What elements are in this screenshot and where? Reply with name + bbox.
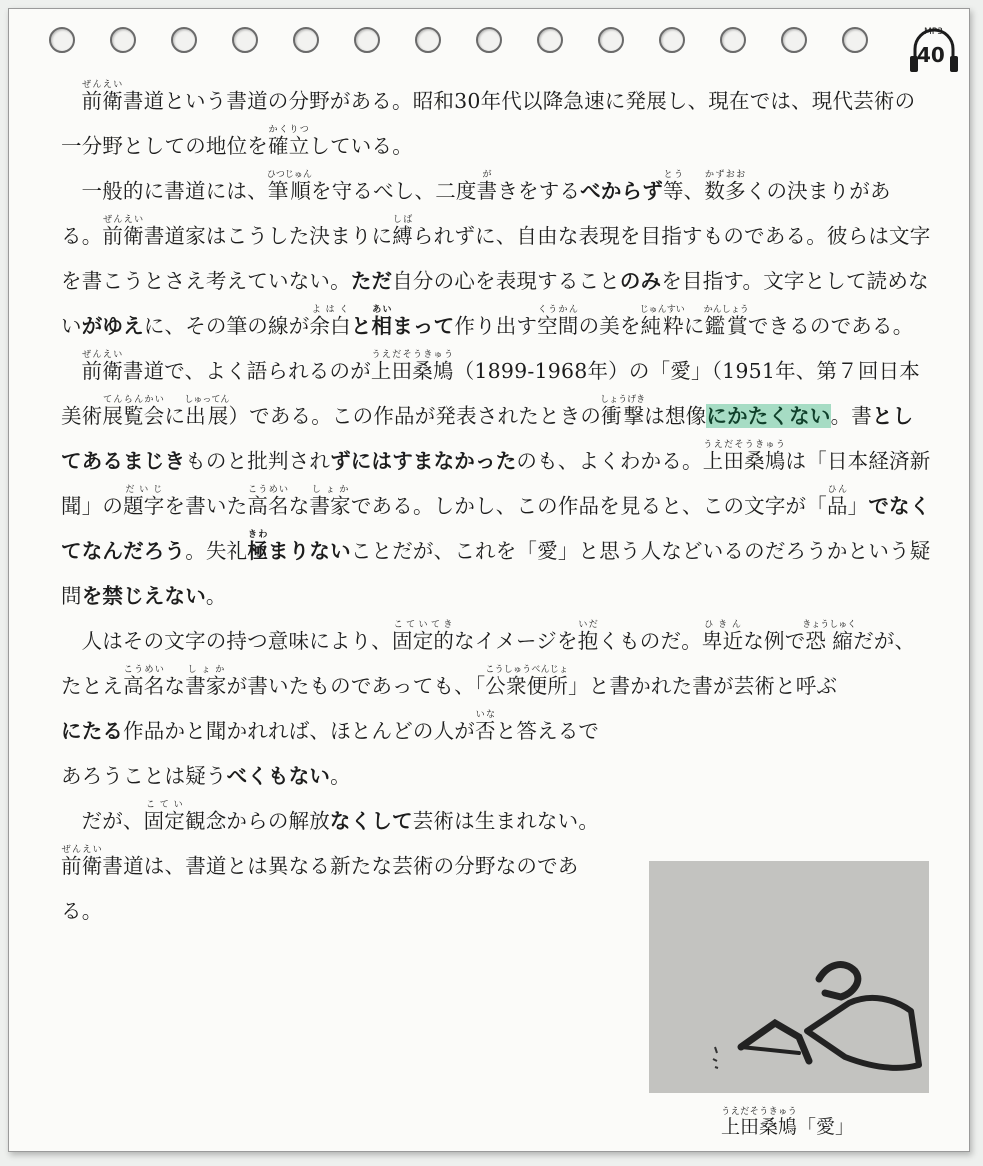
ruby-word: 縛しば (392, 215, 413, 248)
grammar-point: のみ (619, 269, 662, 293)
binder-hole (720, 27, 746, 53)
binder-hole (49, 27, 75, 53)
paragraph-3: 前衛ぜんえい書道で、よく語られるのが上田桑鳩うえだそうきゅう（1899-1968年）の「愛」（1951年、第７回日本美術展覧会てんらんかいに出展しゅってん）である。この作品が発表されたときの衝撃しょうげきは想像にかたくない。書としてあるまじきものと批判されずにはすまなかったのも、よくわかる。上田桑鳩うえだそうきゅうは「日本経済新聞」の題字だいじを書いた高名こうめいな書家しょかである。しかし、この作品を見ると、この文字が「品ひん」でなくてなんだろう。失礼極きわまりないことだが、これを「愛」と思う人などいるのだろうかという疑問を禁じえない。 (61, 350, 931, 608)
ruby-word: 高名こうめい (247, 485, 289, 518)
grammar-point-ruby: 相あい (371, 305, 393, 338)
ruby-word: 公衆便所こうしゅうべんじょ (485, 665, 569, 698)
ruby-word: 固定的こていてき (392, 620, 455, 653)
article-body (61, 79, 931, 934)
binder-hole (659, 27, 685, 53)
ruby-word: 上田桑鳩うえだそうきゅう (702, 440, 786, 473)
grammar-point: ただ (350, 269, 393, 293)
ruby-word: 数多かずおお (704, 170, 746, 203)
ruby-word: 高名こうめい (123, 665, 165, 698)
ruby-word: 展覧会てんらんかい (102, 395, 165, 428)
ruby-word: 等とう (662, 170, 684, 203)
ruby-word: 抱いだ (577, 620, 599, 653)
paragraph-1: 前衛ぜんえい書道という書道の分野がある。昭和30年代以降急速に発展し、現在では、現代芸術の一分野としての地位を確立かくりつしている。 (61, 80, 916, 158)
paragraph-4-continued: にたる作品かと聞かれれば、ほとんどの人が否いなと答えるであろうことは疑うべくもない。 (61, 710, 600, 788)
grammar-point: がゆえ (81, 314, 144, 338)
binder-hole (537, 27, 563, 53)
binder-hole (415, 27, 441, 53)
ruby-word: 余白よはく (309, 305, 351, 338)
grammar-point: まりない (268, 539, 351, 563)
mp3-label: MP3 (924, 27, 943, 37)
binder-hole (354, 27, 380, 53)
paragraph-5: だが、固定こてい観念からの解放なくして芸術は生まれない。前衛ぜんえい書道は、書道とは異なる新たな芸術の分野なのである。 (61, 800, 600, 923)
ruby-word: 上田桑鳩うえだそうきゅう (721, 1107, 798, 1138)
binder-hole (171, 27, 197, 53)
grammar-point: まって (392, 314, 455, 338)
binder-hole (232, 27, 258, 53)
ruby-word: 卑近ひきん (701, 620, 744, 653)
grammar-point: でなくてなんだろう (61, 494, 931, 563)
grammar-point: と (350, 314, 372, 338)
ruby-word: 前衛ぜんえい (81, 350, 123, 383)
ruby-word: 前衛ぜんえい (61, 845, 103, 878)
binder-hole (842, 27, 868, 53)
grammar-point: べからず (580, 179, 663, 203)
ruby-word: 上田桑鳩うえだそうきゅう (370, 350, 454, 383)
grammar-point: にたる (61, 719, 124, 743)
grammar-point: なくして (329, 809, 413, 833)
ruby-word: 前衛ぜんえい (102, 215, 144, 248)
paragraph-2: 一般的に書道には、筆順ひつじゅんを守るべし、二度書がきをするべからず等とう、数多かずおおくの決まりがある。前衛ぜんえい書道家はこうした決まりに縛しばられずに、自由な表現を目指すものである。彼らは文字を書こうとさえ考えていない。ただ自分の心を表現することのみを目指す。文字として読めないがゆえに、その筆の線が余白よはくと相あいまって作り出す空間くうかんの美を純粋じゅんすいに鑑賞かんしょうできるのである。 (61, 170, 931, 338)
ruby-word: 題字だいじ (123, 485, 165, 518)
calligraphy-artwork (649, 861, 929, 1093)
ruby-word: 筆順ひつじゅん (266, 170, 312, 203)
ruby-word: 確立かくりつ (268, 125, 310, 158)
artwork-caption: 上田桑鳩うえだそうきゅう「愛」 (721, 1107, 855, 1138)
grammar-point-ruby: 極きわ (247, 530, 269, 563)
ruby-word: 恐縮きょうしゅく (802, 620, 857, 653)
calligraphy-brush-strokes (649, 861, 929, 1093)
grammar-point: を禁じえない (81, 584, 206, 608)
binder-holes (9, 27, 969, 57)
ruby-word: 鑑賞かんしょう (703, 305, 749, 338)
ruby-word: 書家しょか (309, 485, 351, 518)
ruby-word: 書が (476, 170, 498, 203)
grammar-point: ずにはすまなかった (330, 449, 517, 473)
mp3-track-badge[interactable] (909, 23, 959, 79)
binder-hole (476, 27, 502, 53)
ruby-word: 出展しゅってん (184, 395, 230, 428)
ruby-word: 書家しょか (185, 665, 227, 698)
ruby-word: 固定こてい (143, 800, 186, 833)
highlighted-expression: にかたくない (706, 404, 831, 428)
ruby-word: 前衛ぜんえい (81, 80, 123, 113)
ruby-word: 否いな (475, 710, 496, 743)
grammar-point: べくもない (226, 764, 331, 788)
binder-hole (110, 27, 136, 53)
binder-hole (598, 27, 624, 53)
mp3-track-number: 40 (917, 43, 945, 67)
ruby-word: 衝撃しょうげき (600, 395, 646, 428)
ruby-word: 空間くうかん (537, 305, 579, 338)
binder-hole (781, 27, 807, 53)
ruby-word: 品ひん (826, 485, 848, 518)
ruby-word: 純粋じゅんすい (639, 305, 685, 338)
textbook-page (8, 8, 970, 1152)
paragraph-4: 人はその文字の持つ意味により、固定的こていてきなイメージを抱いだくものだ。卑近ひきんな例で恐縮きょうしゅくだが、たとえ高名こうめいな書家しょかが書いたものであっても、「公衆便所こうしゅうべんじょ」と書かれた書が芸術と呼ぶ (61, 620, 916, 698)
grammar-point: としてあるまじき (61, 404, 914, 473)
binder-hole (293, 27, 319, 53)
